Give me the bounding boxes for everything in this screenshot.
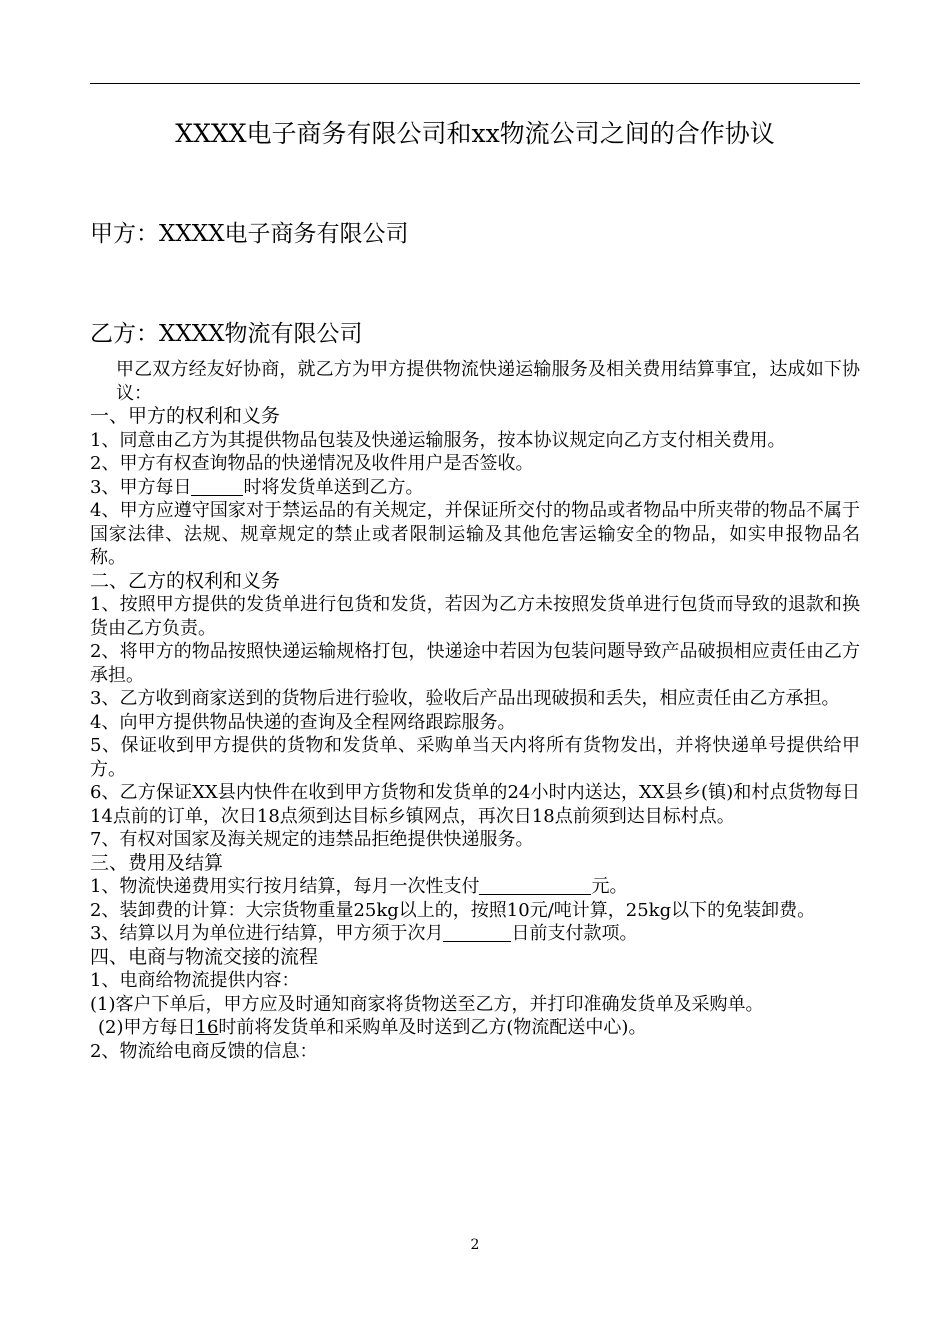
section4-sub1-item2-text-after: 时前将发货单和采购单及时送到乙方(物流配送中心)。	[218, 1017, 647, 1038]
delivery-hour: 16	[195, 1017, 219, 1038]
intro-paragraph: 甲乙双方经友好协商，就乙方为甲方提供物流快递运输服务及相关费用结算事宜，达成如下协议：	[116, 359, 860, 404]
section4-heading: 四、电商与物流交接的流程	[90, 945, 319, 968]
section4-sub1-item2	[90, 1016, 860, 1040]
section3-item1-text-after: 元。	[591, 876, 628, 897]
section1-item3-text-before: 3、甲方每日	[90, 476, 192, 498]
hour-blank	[191, 477, 243, 496]
section3-heading: 三、费用及结算	[90, 851, 224, 874]
section3-item3-text-before: 3、结算以月为单位进行结算，甲方须于次月	[90, 923, 444, 944]
section3-item3-text-after: 日前支付款项。	[511, 923, 638, 944]
party-b: 乙方：XXXX物流有限公司	[90, 321, 363, 347]
section1-item2: 2、甲方有权查询物品的快递情况及收件用户是否签收。	[90, 453, 534, 474]
section4-sub2: 2、物流给电商反馈的信息：	[90, 1040, 318, 1062]
page-number: 2	[470, 1237, 480, 1253]
header-rule	[90, 83, 860, 84]
section1-item4: 4、甲方应遵守国家对于禁运品的有关规定，并保证所交付的物品或者物品中所夹带的物品不属于国家法律、法规、规章规定的禁止或者限制运输及其他危害运输安全的物品，如实申报物品名称。	[90, 500, 860, 568]
section2-item3: 3、乙方收到商家送到的货物后进行验收，验收后产品出现破损和丢失，相应责任由乙方承担。	[90, 688, 840, 709]
agreement-body	[90, 358, 860, 1063]
section2-item6: 6、乙方保证XX县内快件在收到甲方货物和发货单的24小时内送达，XX县乡(镇)和村点货物每日14点前的订单，次日18点须到达目标乡镇网点，再次日18点前须到达目标村点。	[90, 782, 860, 827]
section1-item3	[90, 476, 860, 500]
section2-item2: 2、将甲方的物品按照快递运输规格打包，快递途中若因为包装问题导致产品破损相应责任由乙方承担。	[90, 641, 860, 686]
section3-item1-text-before: 1、物流快递费用实行按月结算，每月一次性支付	[90, 876, 480, 897]
section2-item5: 5、保证收到甲方提供的货物和发货单、采购单当天内将所有货物发出，并将快递单号提供给甲方。	[90, 735, 860, 780]
section1-item3-text-after: 时将发货单送到乙方。	[243, 476, 424, 498]
section3-item3	[90, 922, 860, 946]
section4-sub1-item1: (1)客户下单后，甲方应及时通知商家将货物送至乙方，并打印准确发货单及采购单。	[90, 993, 764, 1015]
amount-blank	[479, 876, 591, 895]
day-blank	[443, 923, 511, 942]
section1-item1: 1、同意由乙方为其提供物品包装及快递运输服务，按本协议规定向乙方支付相关费用。	[90, 429, 786, 451]
section3-item1	[90, 875, 860, 899]
section2-heading: 二、乙方的权利和义务	[90, 569, 281, 592]
section2-item7: 7、有权对国家及海关规定的违禁品拒绝提供快递服务。	[90, 829, 534, 850]
party-a: 甲方：XXXX电子商务有限公司	[90, 221, 409, 247]
section2-item1: 1、按照甲方提供的发货单进行包货和发货，若因为乙方未按照发货单进行包货而导致的退款和换货由乙方负责。	[90, 594, 860, 639]
document-title: XXXX电子商务有限公司和xx物流公司之间的合作协议	[175, 119, 775, 148]
section3-item2: 2、装卸费的计算：大宗货物重量25kg以上的，按照10元/吨计算，25kg以下的免装卸费。	[90, 899, 816, 921]
section2-item4: 4、向甲方提供物品快递的查询及全程网络跟踪服务。	[90, 711, 516, 733]
section4-sub1: 1、电商给物流提供内容：	[90, 970, 300, 991]
section1-heading: 一、甲方的权利和义务	[90, 405, 281, 427]
section4-sub1-item2-text-before: (2)甲方每日	[98, 1017, 196, 1038]
